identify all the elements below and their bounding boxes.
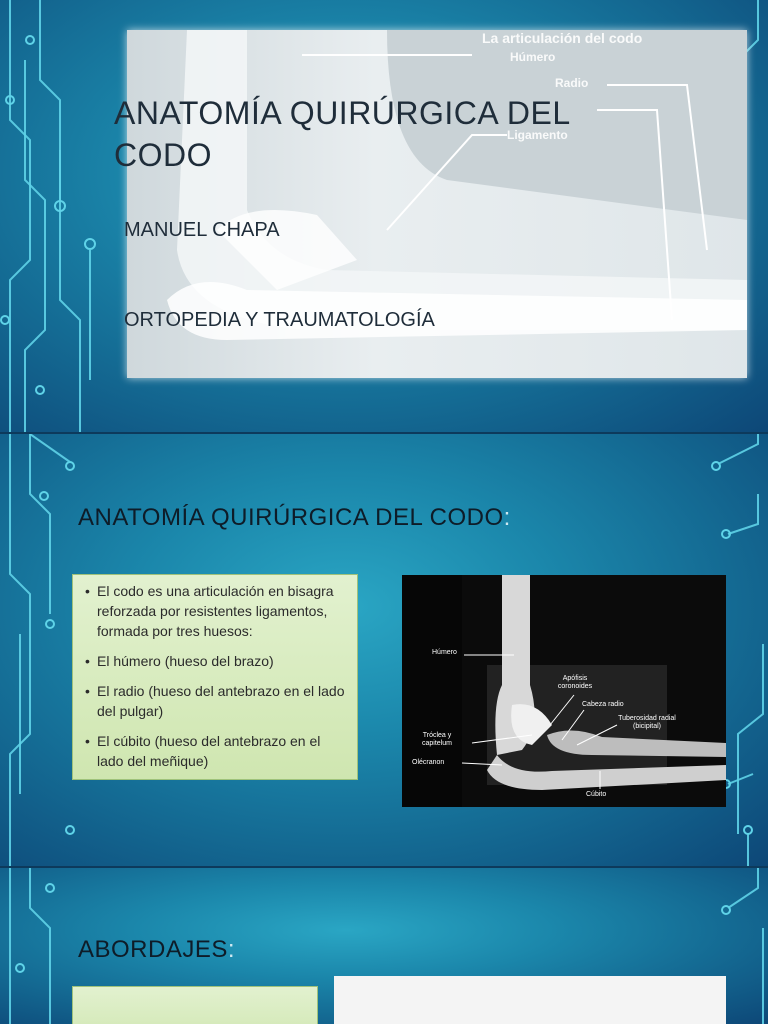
circuit-decoration-left xyxy=(0,868,70,1024)
bullet-item: • El codo es una articulación en bisagra reforzada por resistentes ligamentos, formada por tres huesos: xyxy=(97,581,349,641)
heading-colon: : xyxy=(227,936,236,963)
xray-label-tuberosidad: Tuberosidad radial (bicipital) xyxy=(618,715,676,730)
bullet-item: • El cúbito (hueso del antebrazo en el lado del meñique) xyxy=(97,731,349,771)
bullet-box xyxy=(72,986,318,1024)
label-radio: Radio xyxy=(555,76,589,90)
approach-image xyxy=(334,976,726,1024)
elbow-xray-image xyxy=(402,575,726,807)
slide-heading xyxy=(78,504,511,532)
slide-title xyxy=(0,0,768,432)
circuit-decoration-left xyxy=(0,434,80,866)
bullet-item: • El radio (hueso del antebrazo en el lado del pulgar) xyxy=(97,681,349,721)
department-name: ORTOPEDIA Y TRAUMATOLOGÍA xyxy=(124,309,435,331)
circuit-decoration-left xyxy=(0,0,120,432)
bullet-item: • El húmero (hueso del brazo) xyxy=(97,651,349,671)
slide-anatomy xyxy=(0,434,768,866)
author-name: MANUEL CHAPA xyxy=(124,219,280,241)
xray-label-apofisis: Apófisis coronoides xyxy=(557,675,593,690)
bullet-box xyxy=(72,574,358,780)
slide-title-heading: ANATOMÍA QUIRÚRGICA DEL CODO xyxy=(114,95,570,173)
xray-label-troclea: Tróclea y capitelum xyxy=(422,732,452,747)
slide-heading xyxy=(78,936,235,964)
xray-drawing xyxy=(402,575,726,807)
xray-label-cubito: Cúbito xyxy=(586,791,607,798)
photo-heading: La articulación del codo xyxy=(482,30,643,46)
heading-colon: : xyxy=(503,504,511,531)
bullet-list xyxy=(79,581,349,771)
label-humero: Húmero xyxy=(510,50,556,64)
xray-label-humero: Húmero xyxy=(432,649,457,656)
heading-text: ANATOMÍA QUIRÚRGICA DEL CODO xyxy=(78,504,504,531)
heading-text: ABORDAJES xyxy=(78,936,228,963)
slide-approaches xyxy=(0,868,768,1024)
xray-label-cabeza-radio: Cabeza radio xyxy=(582,701,624,708)
label-ligamento: Ligamento xyxy=(507,128,568,142)
xray-label-olecranon: Olécranon xyxy=(412,759,445,766)
